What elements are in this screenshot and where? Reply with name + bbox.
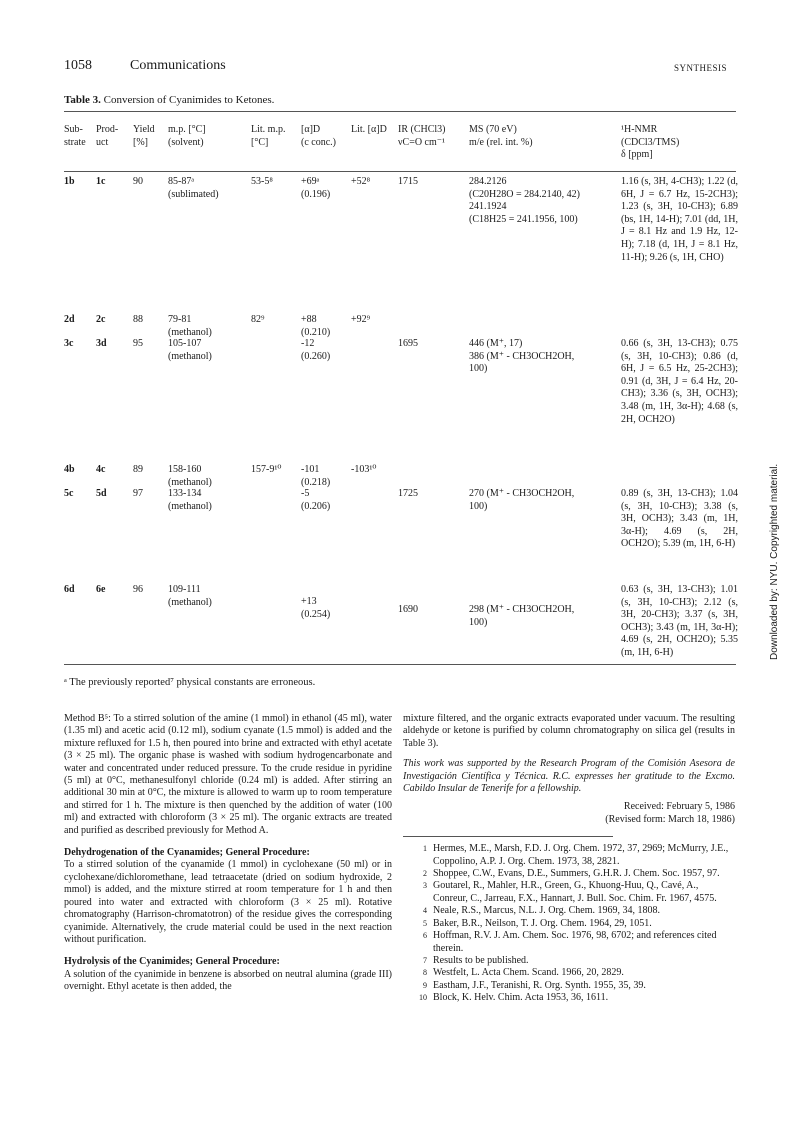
column-header [251,124,285,149]
references-rule [403,836,613,837]
reference-item [403,955,735,967]
rotation-cell [301,314,330,339]
substrate-cell: 1b [64,176,75,187]
rotation-cell-line: (0.218) [301,476,331,488]
reference-number: 7 [423,955,427,965]
column-header [96,124,118,149]
yield-cell: 88 [133,314,143,325]
rotation-cell [301,464,330,489]
yield-cell: 89 [133,464,143,475]
substrate-cell: 5c [64,488,74,499]
yield-cell: 95 [133,338,143,349]
rotation-cell-line: (0.260) [301,350,331,362]
page-number: 1058 [64,58,92,73]
ms-cell-line: 284.2126 [469,176,507,187]
column-header [301,124,336,149]
rotation-cell [301,338,330,363]
mp-cell [168,464,212,489]
lit-mp-cell: 82⁹ [251,314,265,325]
ms-cell [469,604,574,629]
reference-text: Westfelt, L. Acta Chem. Scand. 1966, 20, 2829. [433,967,624,979]
column-header-line: (CDCl3/TMS) [621,136,680,148]
rotation-cell [301,596,330,621]
column-header-line: [α]D [301,124,321,135]
lit-rotation-cell: +52⁸ [351,176,371,187]
column-header-line: [°C] [251,136,269,148]
reference-number: 4 [423,906,427,916]
reference-text: Hoffman, R.V. J. Am. Chem. Soc. 1976, 98, 6702; and references cited therein. [433,930,717,954]
mp-cell-line: (methanol) [168,326,212,338]
reference-text: Hermes, M.E., Marsh, F.D. J. Org. Chem. 1972, 37, 2969; McMurry, J.E., Coppolino, A.P. J. Org. Chem. 1973, 38, 2821. [433,843,729,867]
right-column [403,713,735,1005]
ir-cell: 1725 [398,488,418,499]
reference-item [403,980,735,992]
revised-date: (Revised form: March 18, 1986) [605,813,735,825]
reference-text: Block, K. Helv. Chim. Acta 1953, 36, 1611. [433,992,609,1004]
hydrolysis-heading: Hydrolysis of the Cyanimides; General Procedure: [64,956,280,968]
rotation-cell-line: +88 [301,314,317,325]
nmr-cell: 1.16 (s, 3H, 4-CH3); 1.22 (d, 6H, J = 6.7 Hz, 15-2CH3); 1.23 (s, 3H, 10-CH3); 6.89 (bs, 1H, 14-H); 7.01 (dd, 1H, J = 8.1 Hz and 1.9 Hz, 12-H); 7.18 (d, 1H, J = 8.1 Hz, 11-H); 9.26 (s, 1H, CHO) [621,176,738,263]
mp-cell [168,314,212,339]
reference-number: 2 [423,869,427,879]
column-header-line: MS (70 eV) [469,124,517,135]
table-top-rule [64,111,736,112]
mp-cell [168,176,219,201]
table-bottom-rule [64,664,736,665]
table-header-rule [64,171,736,172]
rotation-cell [301,176,330,201]
column-header-line: strate [64,136,86,148]
column-header [469,124,533,149]
mp-cell-line: 109-111 [168,584,201,595]
nmr-cell: 0.89 (s, 3H, 13-CH3); 1.04 (s, 3H, 10-CH3); 3.38 (s, 3H, OCH3); 3.43 (m, 1H, 3α-H); 4.69 (s, 2H, OCH2O); 5.39 (m, 1H, 6-H) [621,488,738,550]
reference-item [403,868,735,880]
lit-rotation-cell: -103¹⁰ [351,464,377,475]
rotation-cell-line: -101 [301,464,320,475]
mp-cell-line: (sublimated) [168,188,219,200]
mp-cell-line: (methanol) [168,596,212,608]
reference-item [403,843,735,868]
ms-cell-line: 270 (M⁺ - CH3OCH2OH, [469,488,575,499]
ms-cell-line: 298 (M⁺ - CH3OCH2OH, [469,604,575,615]
column-header-line: [%] [133,136,148,148]
acknowledgement: This work was supported by the Research Program of the Comisión Asesora de Investigación Científica y Técnica. R.C. expresses her gratitude to the Excmo. Cabildo Insular de Tenerife for a fellowship. [403,758,735,795]
ms-cell-line: 386 (M⁺ - CH3OCH2OH, [469,350,575,362]
rotation-cell-line: (0.196) [301,188,331,200]
reference-number: 1 [423,844,427,854]
yield-cell: 96 [133,584,143,595]
mp-cell-line: (methanol) [168,476,212,488]
mp-cell-line: (methanol) [168,350,212,362]
column-header-line: (solvent) [168,136,204,148]
reference-item [403,905,735,917]
mp-cell-line: 79-81 [168,314,192,325]
product-cell: 5d [96,488,107,499]
nmr-cell: 0.66 (s, 3H, 13-CH3); 0.75 (s, 3H, 10-CH3); 0.86 (d, 6H, J = 6.5 Hz, 25-2CH3); 0.91 (d, 3H, J = 6.4 Hz, 20-CH3); 3.36 (s, 3H, OCH3); 3.48 (m, 1H, 3α-H); 4.68 (s, 2H, OCH2O) [621,338,738,425]
yield-cell: 97 [133,488,143,499]
ms-cell-line: 100) [469,616,488,628]
mp-cell-line: 133-134 [168,488,202,499]
column-header-line: IR (CHCl3) [398,124,446,135]
column-header-line: ¹H-NMR [621,124,658,135]
ms-cell-line: 446 (M⁺, 17) [469,338,523,349]
column-header [621,124,738,162]
download-notice: Downloaded by: NYU. Copyrighted material. [769,463,780,660]
reference-item [403,880,735,905]
column-header-line: Lit. m.p. [251,124,286,135]
lit-mp-cell: 157-9¹⁰ [251,464,282,475]
rotation-cell [301,488,330,513]
ir-cell: 1690 [398,604,418,615]
hydrolysis-continued: mixture filtered, and the organic extracts evaporated under vacuum. The resulting aldehyde or ketone is purified by column chromatography on silica gel (results in Table 3). [403,713,735,749]
substrate-cell: 3c [64,338,74,349]
reference-number: 9 [423,980,427,990]
reference-number: 5 [423,918,427,928]
received-date: Received: February 5, 1986 [623,801,735,813]
column-header-line: m.p. [°C] [168,124,206,135]
table-footnote: ᵃ The previously reported⁷ physical constants are erroneous. [64,677,316,688]
mp-cell [168,338,212,363]
rotation-cell-line: (0.206) [301,500,331,512]
ms-cell-line: 100) [469,500,488,512]
column-header-line: Lit. [α]D [351,124,387,135]
mp-cell-line: 105-107 [168,338,202,349]
reference-item [403,992,735,1004]
reference-item [403,967,735,979]
lit-rotation-cell: +92⁹ [351,314,371,325]
substrate-cell: 6d [64,584,75,595]
column-header-line: νC=O cm⁻¹ [398,136,446,148]
reference-text: Shoppee, C.W., Evans, D.E., Summers, G.H.R. J. Chem. Soc. 1957, 97. [433,868,720,880]
rotation-cell-line: +13 [301,596,317,607]
lit-mp-cell: 53-5⁸ [251,176,273,187]
left-column [64,713,392,994]
rotation-cell-line: (0.210) [301,326,331,338]
mp-cell [168,488,212,513]
section-title: Communications [130,58,226,73]
ms-cell [469,488,574,513]
table-label: Table 3. [64,94,101,106]
column-header-line: Prod- [96,124,119,135]
mp-cell [168,584,212,609]
product-cell: 6e [96,584,106,595]
product-cell: 1c [96,176,106,187]
reference-number: 8 [423,968,427,978]
ir-cell: 1695 [398,338,418,349]
ms-cell [469,176,580,226]
dehydrogenation-heading: Dehydrogenation of the Cyanamides; General Procedure: [64,847,310,859]
reference-text: Neale, R.S., Marcus, N.L. J. Org. Chem. 1969, 34, 1808. [433,905,661,917]
column-header-line: (c conc.) [301,136,336,148]
reference-number: 10 [419,993,427,1003]
mp-cell-line: 85-87ᵃ [168,176,195,187]
mp-cell-line: 158-160 [168,464,202,475]
column-header-line: uct [96,136,109,148]
reference-number: 3 [423,881,427,891]
rotation-cell-line: -12 [301,338,315,349]
ms-cell-line: 241.1924 [469,201,507,213]
column-header [398,124,446,149]
reference-number: 6 [423,931,427,941]
ms-cell-line: (C18H25 = 241.1956, 100) [469,213,578,225]
ms-cell [469,338,574,376]
ir-cell: 1715 [398,176,418,187]
column-header [64,124,86,149]
table-title [64,94,274,106]
method-b-paragraph: Method B⁵: To a stirred solution of the amine (1 mmol) in ethanol (45 ml), water (1.35 ml) and acetic acid (0.12 ml), sodium cyanate (1.5 mmol) is added and the mixture refluxed for 1.5 h, then poured into brine and extracted with ethyl acetate (3 × 25 ml). The organic phase is washed with sodium hydrogencarbonate and water and concentrated under reduced pressure. To the crude residue in pyridine (5 ml) at 0°C, methanesulfonyl chloride (0.24 ml) is added. After stirring an additional 30 min at 0°C, the mixture is allowed to warm up to room temperature and stirred for 1 h. The mixture is then quenched by the addition of water (100 ml) and extracted with chloroform (3 × 25 ml). The organic extracts are treated and purified as described previously for Method A. [64,713,392,836]
ms-cell-line: (C20H28O = 284.2140, 42) [469,188,580,200]
yield-cell: 90 [133,176,143,187]
reference-text: Eastham, J.F., Teranishi, R. Org. Synth. 1955, 35, 39. [433,979,646,991]
product-cell: 4c [96,464,106,475]
ms-cell-line: 100) [469,363,488,375]
product-cell: 2c [96,314,106,325]
references-list [403,843,735,1004]
journal-name: SYNTHESIS [673,63,727,73]
table-caption: Conversion of Cyanimides to Ketones. [100,94,275,106]
substrate-cell: 2d [64,314,75,325]
rotation-cell-line: -5 [301,488,310,499]
hydrolysis-paragraph: A solution of the cyanimide in benzene is absorbed on neutral alumina (grade III) overnight. Ethyl acetate is then added, the [64,968,392,993]
column-header-line: Sub- [64,124,83,135]
column-header [133,124,155,149]
rotation-cell-line: +69ᵃ [301,176,320,187]
reference-text: Goutarel, R., Mahler, H.R., Green, G., Khuong-Huu, Q., Cavé, A., Conreur, C., Jarreau, F.X., Hannart, J. Bull. Soc. Chim. Fr. 1967, 4575. [433,880,717,904]
dehydrogenation-paragraph: To a stirred solution of the cyanamide (1 mmol) in cyclohexane (50 ml) or in cyclohexane/dichloromethane, lead tetraacetate (dried on sodium hydroxide, 2 mmol) is added, and the mixture stirred at room temperature for 1 h and then poured into water and extracted with chloroform (3 × 25 ml). Rotative chromatography (Harrison-chromatotron) of the residue gives the corresponding cyanimide. Alternatively, the crude material could be used in the next reaction without purification. [64,859,392,945]
reference-item [403,918,735,930]
substrate-cell: 4b [64,464,75,475]
reference-text: Results to be published. [433,954,529,966]
reference-text: Baker, B.R., Neilson, T. J. Org. Chem. 1964, 29, 1051. [433,917,652,929]
nmr-cell: 0.63 (s, 3H, 13-CH3); 1.01 (s, 3H, 10-CH3); 2.12 (s, 3H, 20-CH3); 3.37 (s, 3H, OCH3); 3.43 (m, 1H, 3α-H); 4.69 (s, 2H, OCH2O); 5.35 (m, 1H, 6-H) [621,584,738,658]
column-header-line: δ [ppm] [621,149,653,161]
mp-cell-line: (methanol) [168,500,212,512]
column-header-line: m/e (rel. int. %) [469,136,533,148]
rotation-cell-line: (0.254) [301,608,331,620]
column-header [168,124,206,149]
column-header-line: Yield [133,124,155,135]
product-cell: 3d [96,338,107,349]
reference-item [403,930,735,955]
column-header [351,124,387,137]
